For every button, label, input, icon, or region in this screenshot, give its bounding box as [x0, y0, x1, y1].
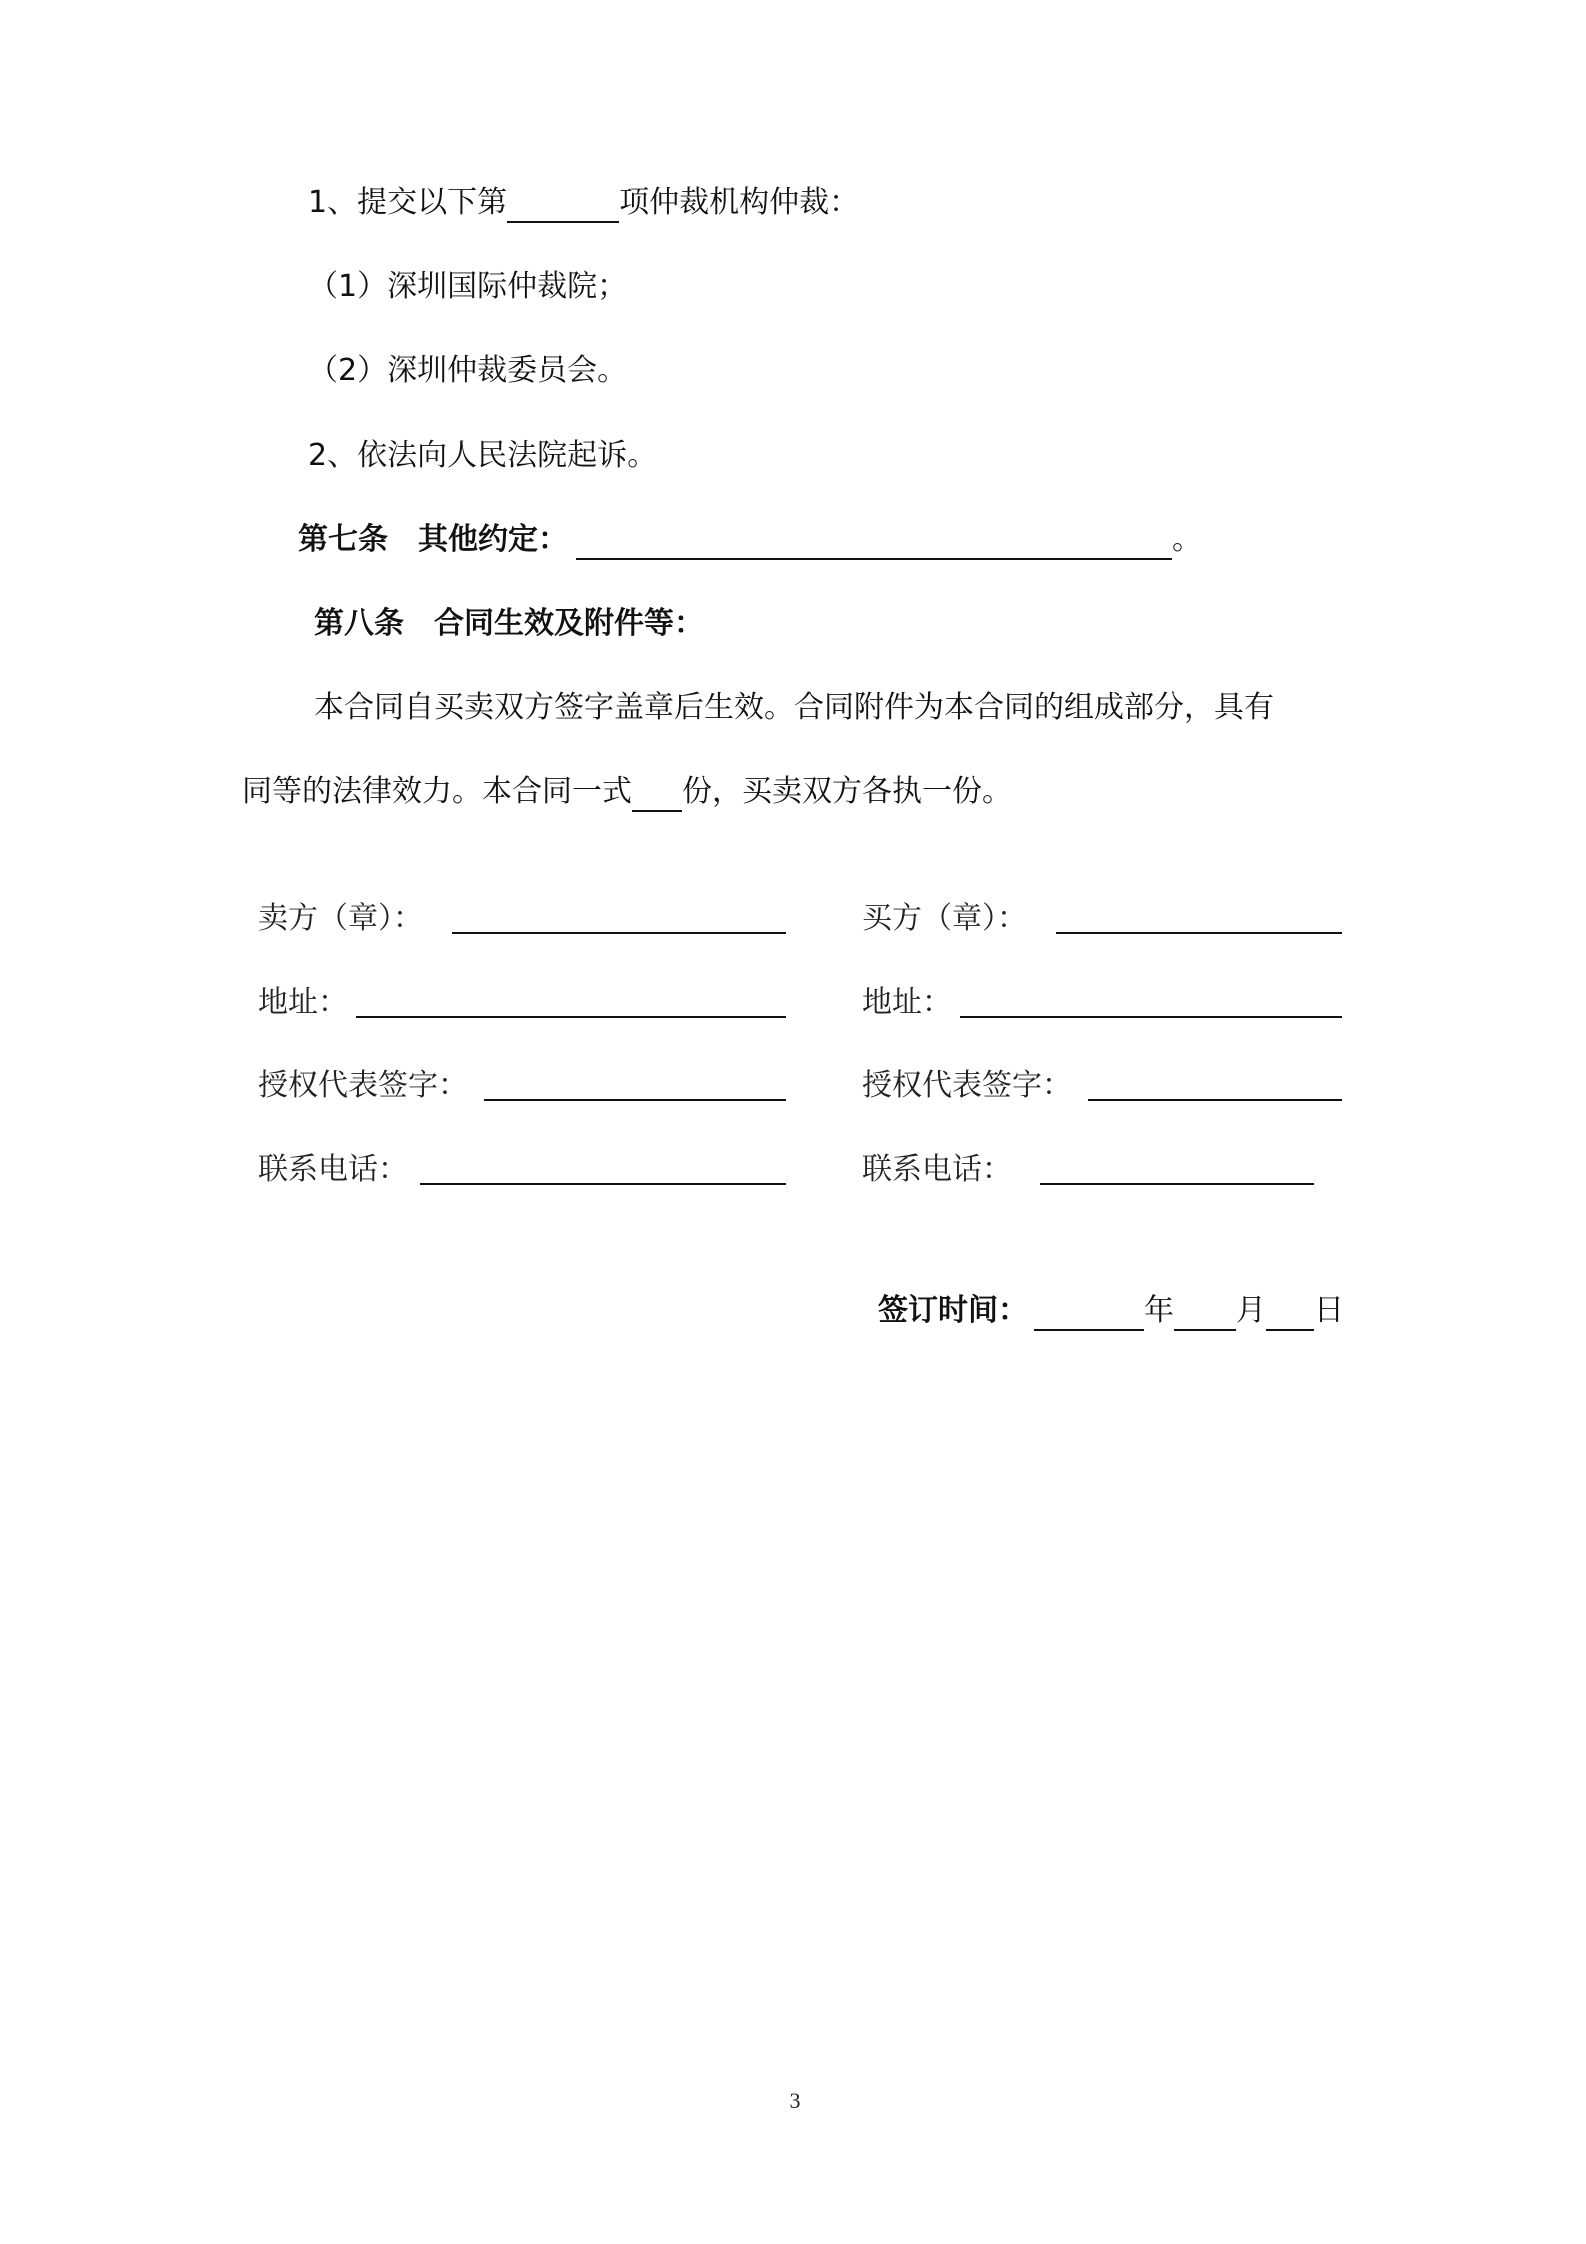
seller-address-field[interactable] [356, 1016, 786, 1018]
signing-day-label: 日 [1314, 1293, 1344, 1328]
signing-day-blank[interactable] [1266, 1295, 1314, 1331]
signing-month-blank[interactable] [1174, 1295, 1236, 1331]
buyer-representative-label: 授权代表签字： [862, 1068, 1072, 1103]
arbitration-item-2: 2、依法向人民法院起诉。 [308, 438, 658, 473]
article-7-heading: 第七条 其他约定： [298, 522, 568, 557]
seller-phone-label: 联系电话： [258, 1152, 408, 1187]
seller-stamp-field[interactable] [452, 932, 786, 934]
seller-address-label: 地址： [258, 985, 348, 1020]
buyer-address-label: 地址： [862, 985, 952, 1020]
signing-date-label: 签订时间： [878, 1293, 1028, 1328]
page-number: 3 [789, 2088, 801, 2113]
arbitration-number-blank[interactable] [507, 187, 619, 223]
seller-representative-field[interactable] [484, 1099, 786, 1101]
article-7 [298, 520, 1202, 560]
copies-count-blank[interactable] [632, 776, 682, 812]
arbitration-option-2: （2）深圳仲裁委员会。 [308, 353, 628, 388]
signing-year-label: 年 [1144, 1293, 1174, 1328]
arbitration-option-1: （1）深圳国际仲裁院； [308, 269, 628, 304]
buyer-phone-field[interactable] [1040, 1183, 1314, 1185]
other-agreement-blank[interactable] [576, 524, 1172, 560]
seller-stamp-label: 卖方（章）： [258, 901, 423, 936]
buyer-stamp-label: 买方（章）： [862, 901, 1027, 936]
arbitration-item-1-suffix: 项仲裁机构仲裁： [619, 185, 860, 220]
buyer-representative-field[interactable] [1088, 1099, 1342, 1101]
buyer-stamp-field[interactable] [1056, 932, 1342, 934]
arbitration-item-1 [308, 183, 859, 223]
buyer-address-field[interactable] [960, 1016, 1342, 1018]
article-8-paragraph-line-1: 本合同自买卖双方签字盖章后生效。合同附件为本合同的组成部分，具有 [314, 690, 1274, 725]
signing-month-label: 月 [1236, 1293, 1266, 1328]
article-8-paragraph-line-2 [242, 772, 1012, 812]
signing-year-blank[interactable] [1034, 1295, 1144, 1331]
article-7-end-mark: 。 [1172, 522, 1202, 557]
article-8-line-2-suffix: 份，买卖双方各执一份。 [682, 774, 1012, 809]
article-8-heading: 第八条 合同生效及附件等： [314, 606, 704, 641]
buyer-phone-label: 联系电话： [862, 1152, 1012, 1187]
article-8-line-2-prefix: 同等的法律效力。本合同一式 [242, 774, 632, 809]
seller-phone-field[interactable] [420, 1183, 786, 1185]
seller-representative-label: 授权代表签字： [258, 1068, 468, 1103]
signing-date [878, 1291, 1344, 1331]
arbitration-item-1-prefix: 1、提交以下第 [308, 185, 508, 220]
